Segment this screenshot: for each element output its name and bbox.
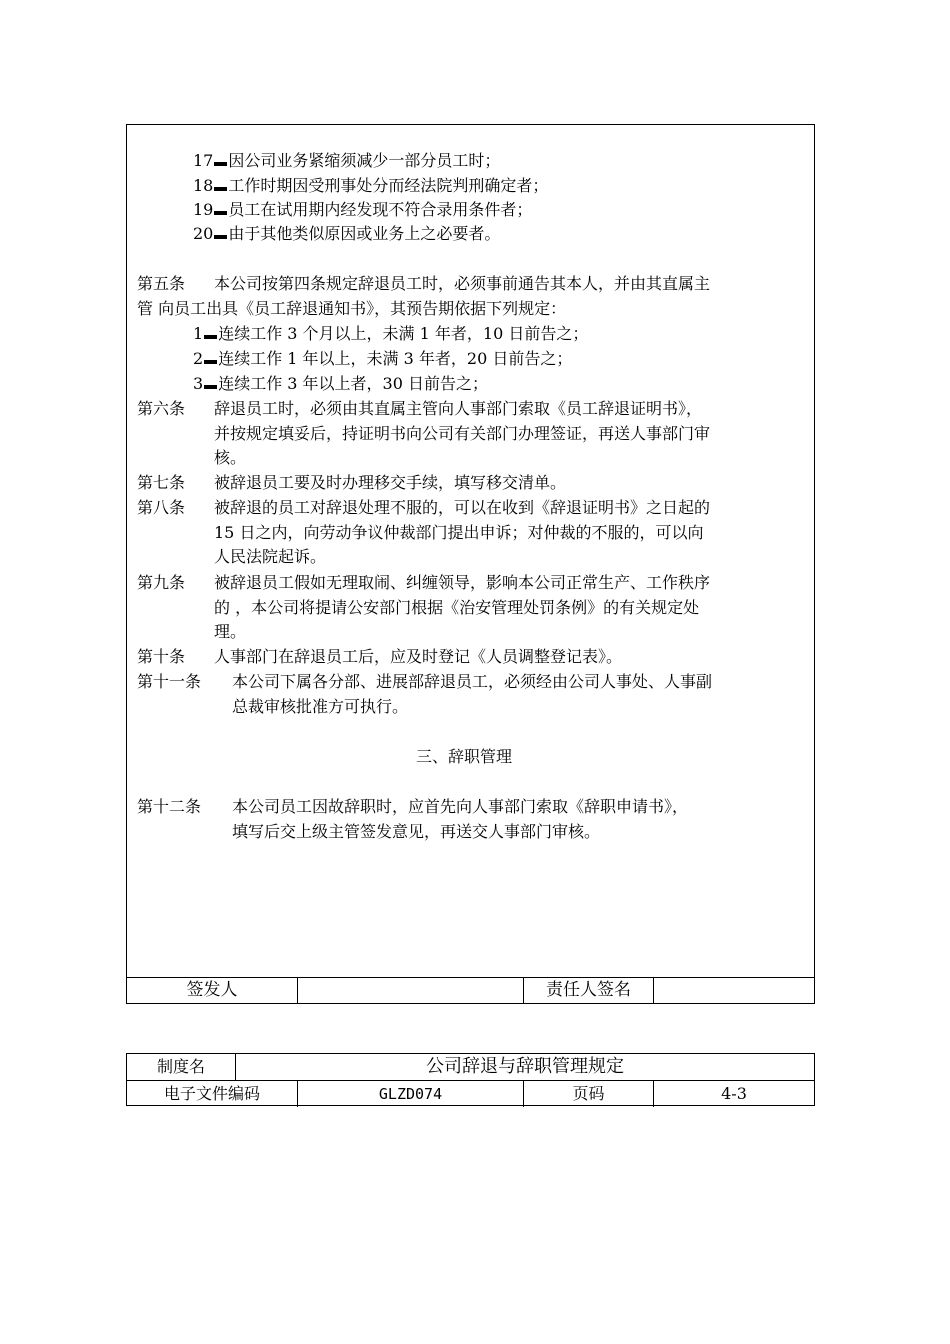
article-8-line: 人民法院起诉。 xyxy=(214,547,327,566)
list-item xyxy=(193,324,588,344)
list-marker xyxy=(204,335,217,339)
list-item xyxy=(193,151,500,171)
section-heading: 三、辞职管理 xyxy=(416,747,513,766)
list-marker xyxy=(214,235,227,239)
item-text: 连续工作 1 年以上，未满 3 年者，20 日前告之； xyxy=(218,349,573,368)
article-12-line: 填写后交上级主管签发意见，再送交人事部门审核。 xyxy=(232,822,601,841)
article-8-label: 第八条 xyxy=(137,498,186,517)
article-6-line: 核。 xyxy=(214,448,247,467)
issuer-label: 签发人 xyxy=(186,980,238,1000)
item-text: 由于其他类似原因或业务上之必要者。 xyxy=(228,224,501,243)
item-number: 20 xyxy=(193,224,214,243)
responsible-signature-field[interactable] xyxy=(654,978,814,1003)
document-info-table xyxy=(126,1053,815,1106)
item-number: 1 xyxy=(193,324,204,343)
article-12-label: 第十二条 xyxy=(137,797,202,816)
list-item xyxy=(193,349,572,369)
list-item xyxy=(193,176,548,196)
signature-row xyxy=(127,977,814,1003)
list-marker xyxy=(204,360,217,364)
article-6-line: 并按规定填妥后，持证明书向公司有关部门办理签证，再送人事部门审 xyxy=(214,424,711,443)
regulation-name-value: 公司辞退与辞职管理规定 xyxy=(426,1056,624,1077)
item-number: 18 xyxy=(193,176,214,195)
item-text: 工作时期因受刑事处分而经法院判刑确定者； xyxy=(228,176,549,195)
list-marker xyxy=(214,162,227,166)
regulation-name-label: 制度名 xyxy=(156,1057,205,1076)
table-row xyxy=(127,1081,814,1107)
article-12-line: 本公司员工因故辞职时，应首先向人事部门索取《辞职申请书》， xyxy=(232,797,689,816)
article-10-line: 人事部门在辞退员工后，应及时登记《人员调整登记表》。 xyxy=(214,647,623,666)
list-item xyxy=(193,374,488,394)
article-8-line: 被辞退的员工对辞退处理不服的，可以在收到《辞退证明书》之日起的 xyxy=(214,498,711,517)
item-text: 连续工作 3 个月以上，未满 1 年者，10 日前告之； xyxy=(218,324,589,343)
list-item xyxy=(193,200,532,220)
regulation-text xyxy=(127,125,814,979)
document-body xyxy=(126,124,815,1004)
article-11-line: 本公司下属各分部、进展部辞退员工，必须经由公司人事处、人事副 xyxy=(232,672,713,691)
article-7-label: 第七条 xyxy=(137,473,186,492)
article-7-line: 被辞退员工要及时办理移交手续，填写移交清单。 xyxy=(214,473,567,492)
page-value: 4-3 xyxy=(721,1084,747,1103)
page-label: 页码 xyxy=(572,1084,605,1103)
article-6-label: 第六条 xyxy=(137,399,186,418)
article-5-label: 第五条 xyxy=(137,274,186,293)
file-code-label: 电子文件编码 xyxy=(163,1084,260,1103)
article-10-label: 第十条 xyxy=(137,647,186,666)
responsible-signature-label: 责任人签名 xyxy=(546,980,631,1000)
article-9-label: 第九条 xyxy=(137,573,186,592)
file-code-value: GLZD074 xyxy=(378,1085,443,1103)
list-item xyxy=(193,224,500,244)
article-9-line: 被辞退员工假如无理取闹、纠缠领导，影响本公司正常生产、工作秩序 xyxy=(214,573,711,592)
list-marker xyxy=(214,211,227,215)
article-5-line: 本公司按第四条规定辞退员工时，必须事前通告其本人，并由其直属主 xyxy=(214,274,711,293)
item-text: 员工在试用期内经发现不符合录用条件者； xyxy=(228,200,533,219)
item-text: 因公司业务紧缩须减少一部分员工时； xyxy=(228,151,501,170)
list-marker xyxy=(214,187,227,191)
article-5-line: 管 向员工出具《员工辞退通知书》，其预告期依据下列规定： xyxy=(137,299,567,318)
article-11-label: 第十一条 xyxy=(137,672,202,691)
article-8-line: 15 日之内，向劳动争议仲裁部门提出申诉；对仲裁的不服的，可以向 xyxy=(214,523,704,542)
table-row xyxy=(127,1054,814,1081)
article-9-line: 的 ，本公司将提请公安部门根据《治安管理处罚条例》的有关规定处 xyxy=(214,598,700,617)
article-6-line: 辞退员工时，必须由其直属主管向人事部门索取《员工辞退证明书》， xyxy=(214,399,703,418)
item-number: 19 xyxy=(193,200,214,219)
article-9-line: 理。 xyxy=(214,622,247,641)
item-text: 连续工作 3 年以上者，30 日前告之； xyxy=(218,374,488,393)
item-number: 2 xyxy=(193,349,204,368)
item-number: 17 xyxy=(193,151,214,170)
article-11-line: 总裁审核批准方可执行。 xyxy=(232,697,409,716)
issuer-field[interactable] xyxy=(298,978,523,1003)
list-marker xyxy=(204,385,217,389)
item-number: 3 xyxy=(193,374,204,393)
